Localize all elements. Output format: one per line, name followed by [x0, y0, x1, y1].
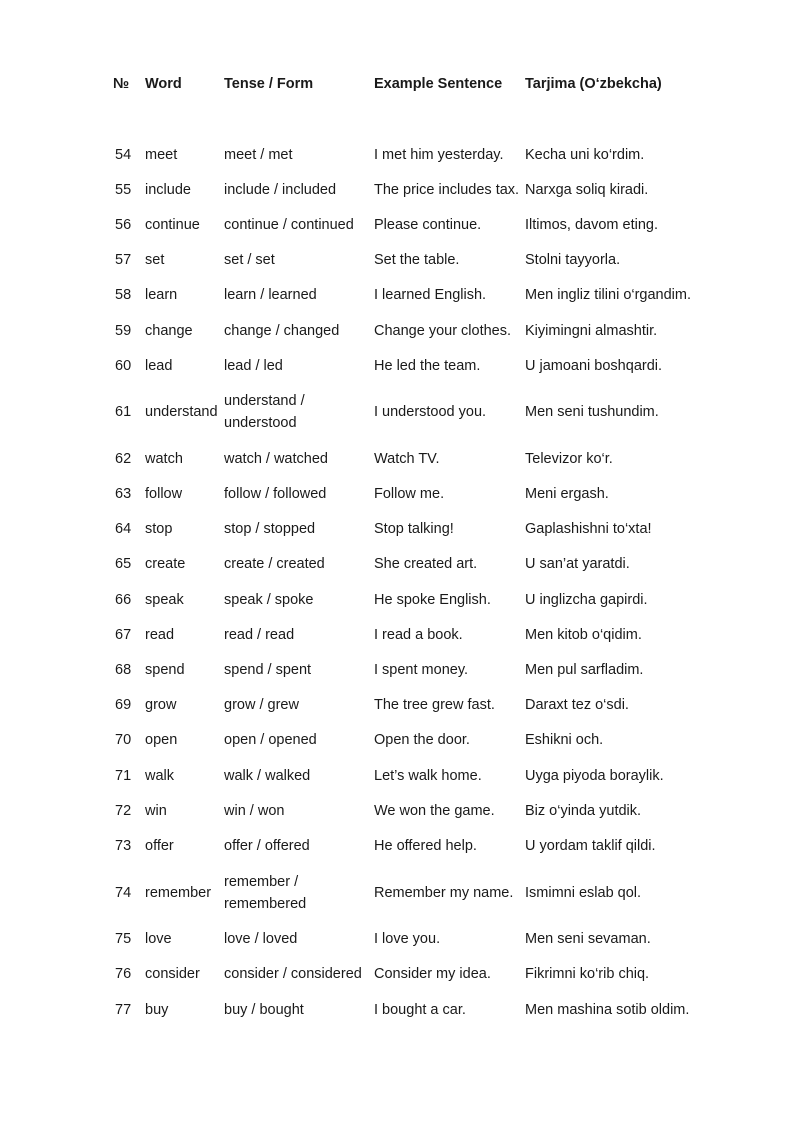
table-row	[112, 512, 712, 547]
cell-word: learn	[145, 287, 178, 304]
cell-translation: Eshikni och.	[525, 732, 604, 749]
cell-example-sentence: He led the team.	[374, 357, 481, 374]
cell-example-sentence: The price includes tax.	[374, 181, 520, 198]
cell-word: create	[145, 556, 186, 573]
cell-word: lead	[145, 357, 173, 374]
cell-translation: Gaplashishni to‘xta!	[525, 521, 652, 538]
cell-tense-form: understand / understood	[224, 393, 305, 432]
cell-number: 66	[115, 591, 132, 608]
cell-word: understand	[145, 404, 218, 421]
cell-translation: Stolni tayyorla.	[525, 252, 621, 269]
cell-word: meet	[145, 146, 178, 163]
cell-example-sentence: She created art.	[374, 556, 478, 573]
header-spacer	[112, 102, 712, 137]
cell-number: 59	[115, 322, 132, 339]
table-row	[112, 137, 712, 172]
cell-example-sentence: Follow me.	[374, 486, 445, 503]
cell-tense-form: remember / remembered	[224, 873, 307, 912]
table-row	[112, 313, 712, 348]
cell-word: love	[145, 931, 172, 948]
cell-number: 57	[115, 252, 132, 269]
cell-word: walk	[145, 767, 175, 784]
cell-word: read	[145, 626, 175, 643]
cell-number: 56	[115, 216, 132, 233]
cell-number: 76	[115, 966, 132, 983]
cell-number: 73	[115, 837, 132, 854]
table-row	[112, 957, 712, 992]
cell-tense-form: continue / continued	[224, 216, 354, 233]
cell-tense-form: win / won	[224, 802, 285, 819]
table-row	[112, 547, 712, 582]
cell-number: 60	[115, 357, 132, 374]
cell-number: 68	[115, 662, 132, 679]
table-row	[112, 864, 712, 922]
cell-number: 61	[115, 404, 132, 421]
cell-word: buy	[145, 1001, 169, 1018]
cell-example-sentence: Consider my idea.	[374, 966, 491, 983]
cell-tense-form: speak / spoke	[224, 591, 314, 608]
cell-word: consider	[145, 966, 200, 983]
cell-number: 58	[115, 287, 132, 304]
header-word: Word	[145, 76, 182, 92]
cell-tense-form: change / changed	[224, 322, 340, 339]
cell-example-sentence: Change your clothes.	[374, 322, 512, 339]
cell-word: continue	[145, 216, 200, 233]
cell-translation: Narxga soliq kiradi.	[525, 181, 649, 198]
cell-translation: Men mashina sotib oldim.	[525, 1001, 690, 1018]
cell-translation: Iltimos, davom eting.	[525, 216, 658, 233]
cell-number: 55	[115, 181, 132, 198]
table-row	[112, 992, 712, 1027]
table-row	[112, 278, 712, 313]
cell-example-sentence: I learned English.	[374, 287, 487, 304]
table-row	[112, 207, 712, 242]
table-row	[112, 723, 712, 758]
cell-example-sentence: I met him yesterday.	[374, 146, 504, 163]
table-row	[112, 383, 712, 441]
cell-translation: U inglizcha gapirdi.	[525, 591, 648, 608]
cell-tense-form: stop / stopped	[224, 521, 316, 538]
cell-translation: Uyga piyoda boraylik.	[525, 767, 664, 784]
cell-tense-form: follow / followed	[224, 486, 327, 503]
table-row	[112, 758, 712, 793]
spacer-cell	[112, 102, 712, 137]
table-header	[112, 66, 712, 137]
cell-tense-form: learn / learned	[224, 287, 317, 304]
table-body	[112, 137, 712, 1027]
cell-tense-form: read / read	[224, 626, 295, 643]
cell-translation: Men kitob o‘qidim.	[525, 626, 642, 643]
table-row	[112, 172, 712, 207]
cell-word: open	[145, 732, 178, 749]
cell-tense-form: spend / spent	[224, 662, 312, 679]
cell-word: grow	[145, 697, 177, 714]
cell-translation: Men seni sevaman.	[525, 931, 651, 948]
table-row	[112, 348, 712, 383]
table-row	[112, 477, 712, 512]
header-translation: Tarjima (O‘zbekcha)	[525, 76, 662, 92]
table-row	[112, 582, 712, 617]
cell-example-sentence: The tree grew fast.	[374, 697, 495, 714]
cell-tense-form: open / opened	[224, 732, 317, 749]
cell-tense-form: watch / watched	[224, 450, 328, 467]
cell-tense-form: create / created	[224, 556, 325, 573]
cell-number: 75	[115, 931, 132, 948]
cell-example-sentence: I understood you.	[374, 404, 487, 421]
cell-tense-form: grow / grew	[224, 697, 299, 714]
cell-word: set	[145, 252, 165, 269]
cell-translation: Ismimni eslab qol.	[525, 884, 642, 901]
table-row	[112, 688, 712, 723]
cell-tense-form: buy / bought	[224, 1001, 304, 1018]
cell-number: 64	[115, 521, 132, 538]
table-row	[112, 243, 712, 278]
cell-example-sentence: I bought a car.	[374, 1001, 466, 1018]
cell-number: 67	[115, 626, 132, 643]
cell-word: win	[145, 802, 167, 819]
cell-tense-form: meet / met	[224, 146, 293, 163]
cell-example-sentence: Stop talking!	[374, 521, 454, 538]
cell-translation: Meni ergash.	[525, 486, 609, 503]
table-row	[112, 828, 712, 863]
cell-translation: Men ingliz tilini o‘rgandim.	[525, 287, 692, 304]
table-row	[112, 922, 712, 957]
cell-number: 74	[115, 884, 132, 901]
table-row	[112, 793, 712, 828]
cell-example-sentence: We won the game.	[374, 802, 495, 819]
cell-number: 62	[115, 450, 132, 467]
cell-number: 77	[115, 1001, 132, 1018]
cell-example-sentence: He spoke English.	[374, 591, 491, 608]
cell-translation: Biz o‘yinda yutdik.	[525, 802, 642, 819]
cell-number: 71	[115, 767, 132, 784]
cell-tense-form: include / included	[224, 181, 337, 198]
cell-word: remember	[145, 884, 212, 901]
cell-translation: U jamoani boshqardi.	[525, 357, 663, 374]
cell-word: spend	[145, 662, 185, 679]
cell-word: include	[145, 181, 191, 198]
cell-word: offer	[145, 837, 174, 854]
cell-translation: U san’at yaratdi.	[525, 556, 630, 573]
cell-example-sentence: Let’s walk home.	[374, 767, 482, 784]
cell-word: watch	[145, 450, 183, 467]
cell-number: 63	[115, 486, 132, 503]
cell-example-sentence: Watch TV.	[374, 450, 440, 467]
cell-word: follow	[145, 486, 183, 503]
cell-example-sentence: Open the door.	[374, 732, 470, 749]
cell-tense-form: offer / offered	[224, 837, 310, 854]
cell-translation: Kiyimingni almashtir.	[525, 322, 658, 339]
cell-word: stop	[145, 521, 173, 538]
cell-translation: Men pul sarfladim.	[525, 662, 644, 679]
header-row	[112, 66, 712, 102]
cell-example-sentence: He offered help.	[374, 837, 477, 854]
cell-translation: U yordam taklif qildi.	[525, 837, 656, 854]
cell-tense-form: consider / considered	[224, 966, 362, 983]
cell-translation: Televizor ko‘r.	[525, 450, 613, 467]
cell-tense-form: lead / led	[224, 357, 283, 374]
cell-number: 65	[115, 556, 132, 573]
header-tense-form: Tense / Form	[224, 76, 314, 92]
cell-tense-form: love / loved	[224, 931, 298, 948]
cell-translation: Daraxt tez o‘sdi.	[525, 697, 629, 714]
cell-number: 54	[115, 146, 132, 163]
table-row	[112, 441, 712, 476]
cell-example-sentence: Please continue.	[374, 216, 482, 233]
vocabulary-table	[112, 66, 712, 1027]
table-row	[112, 617, 712, 652]
cell-tense-form: set / set	[224, 252, 275, 269]
cell-number: 70	[115, 732, 132, 749]
cell-example-sentence: Remember my name.	[374, 884, 514, 901]
cell-example-sentence: Set the table.	[374, 252, 460, 269]
cell-number: 69	[115, 697, 132, 714]
header-number: №	[113, 76, 130, 92]
cell-word: change	[145, 322, 193, 339]
cell-translation: Men seni tushundim.	[525, 404, 659, 421]
cell-example-sentence: I read a book.	[374, 626, 463, 643]
cell-number: 72	[115, 802, 132, 819]
cell-word: speak	[145, 591, 184, 608]
cell-translation: Kecha uni ko‘rdim.	[525, 146, 645, 163]
cell-example-sentence: I spent money.	[374, 662, 469, 679]
table-row	[112, 652, 712, 687]
cell-tense-form: walk / walked	[224, 767, 311, 784]
cell-translation: Fikrimni ko‘rib chiq.	[525, 966, 650, 983]
cell-example-sentence: I love you.	[374, 931, 441, 948]
header-example-sentence: Example Sentence	[374, 76, 503, 92]
